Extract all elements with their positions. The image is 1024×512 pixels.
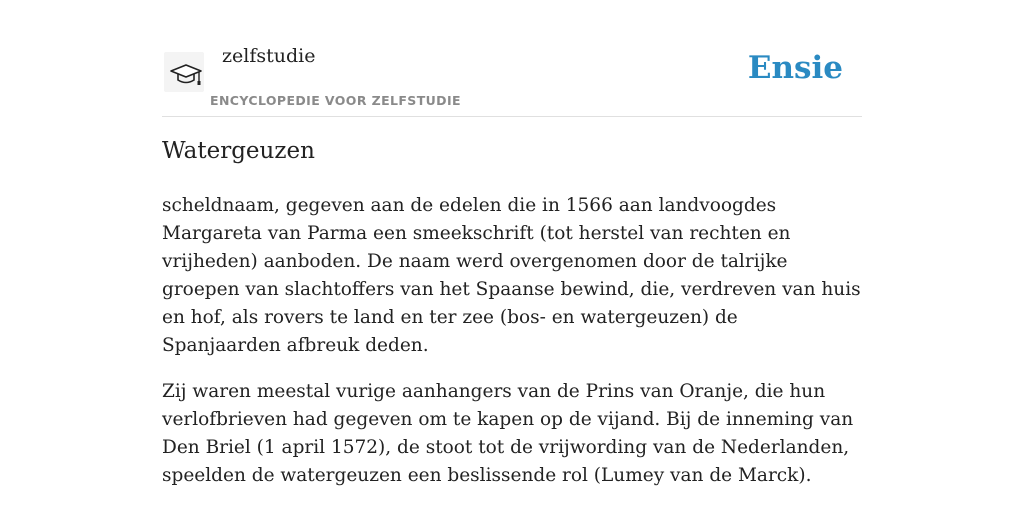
ensie-brand-link[interactable]: Ensie (747, 50, 843, 86)
site-logo[interactable] (164, 52, 204, 92)
site-header (162, 0, 862, 117)
site-name[interactable]: zelfstudie (222, 45, 316, 67)
site-tagline: ENCYCLOPEDIE VOOR ZELFSTUDIE (210, 93, 461, 108)
article-paragraph: scheldnaam, gegeven aan de edelen die in 1566 aan landvoogdes Margareta van Parma een smeekschrift (tot herstel van rechten en vrijheden) aanboden. De naam werd overgenomen door de talrijke groepen van slachtoffers van het Spaanse bewind, die, verdreven van huis en hof, als rovers te land en ter zee (bos- en watergeuzen) de Spanjaarden afbreuk deden. (162, 195, 861, 356)
graduation-cap-icon (168, 56, 204, 92)
page-title: Watergeuzen (162, 138, 315, 164)
article-body (162, 192, 862, 508)
article-paragraph: Zij waren meestal vurige aanhangers van de Prins van Oranje, die hun verlofbrieven had gegeven om te kapen op de vijand. Bij de inneming van Den Briel (1 april 1572), de stoot tot de vrijwording van de Nederlanden, speelden de watergeuzen een beslissende rol (Lumey van de Marck). (162, 381, 854, 486)
